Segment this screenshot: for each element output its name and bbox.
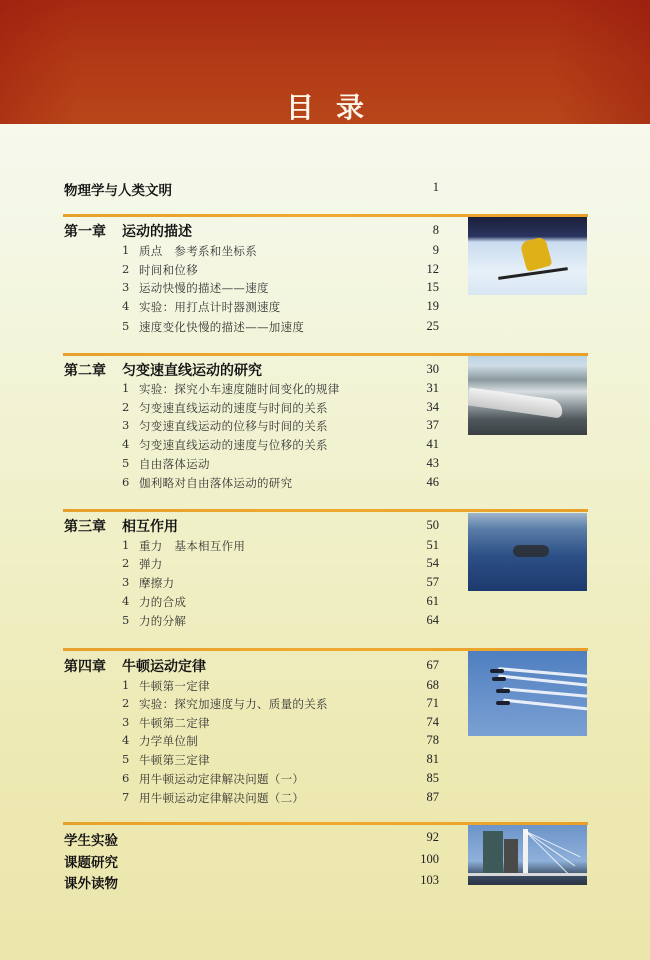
section-page: 54	[426, 556, 439, 570]
section-number: 5	[122, 613, 130, 627]
chapter-title: 牛顿运动定律	[122, 659, 206, 675]
chapter-divider	[63, 509, 588, 512]
toc-section[interactable]	[0, 243, 650, 263]
chapter-title: 匀变速直线运动的研究	[122, 363, 262, 379]
section-page: 19	[426, 299, 439, 313]
section-title: 弹力	[139, 557, 163, 571]
toc-section[interactable]	[0, 678, 650, 698]
toc-chapter-1[interactable]	[0, 221, 650, 241]
section-page: 15	[426, 280, 439, 294]
section-number: 6	[122, 475, 130, 489]
section-page: 57	[426, 575, 439, 589]
section-page: 9	[432, 243, 439, 257]
chapter-page: 30	[426, 362, 439, 376]
toc-section[interactable]	[0, 771, 650, 791]
toc-entry-intro[interactable]	[0, 179, 650, 199]
toc-entry-appendix[interactable]	[0, 829, 650, 849]
toc-section[interactable]	[0, 299, 650, 319]
section-title: 力的分解	[139, 614, 187, 628]
section-page: 41	[426, 437, 439, 451]
toc-section[interactable]	[0, 696, 650, 716]
section-page: 34	[426, 400, 439, 414]
chapter-page: 50	[426, 518, 439, 532]
section-page: 78	[426, 733, 439, 747]
chapter-title: 运动的描述	[122, 224, 192, 240]
section-page: 25	[426, 319, 439, 333]
entry-page: 100	[420, 852, 439, 866]
section-page: 31	[426, 381, 439, 395]
entry-page: 92	[426, 830, 439, 844]
section-number: 1	[122, 678, 130, 692]
entry-page: 1	[432, 180, 439, 194]
section-number: 3	[122, 418, 130, 432]
toc-section[interactable]	[0, 594, 650, 614]
header-banner	[0, 0, 650, 124]
section-number: 5	[122, 752, 130, 766]
section-number: 4	[122, 437, 130, 451]
section-title: 牛顿第二定律	[139, 716, 210, 730]
section-title: 伽利略对自由落体运动的研究	[139, 476, 293, 490]
section-number: 2	[122, 262, 130, 276]
toc-section[interactable]	[0, 790, 650, 810]
section-number: 5	[122, 456, 130, 470]
section-page: 37	[426, 418, 439, 432]
section-title: 牛顿第三定律	[139, 753, 210, 767]
section-title: 用牛顿运动定律解决问题（二）	[139, 791, 305, 805]
section-title: 时间和位移	[139, 263, 198, 277]
section-page: 43	[426, 456, 439, 470]
entry-title: 物理学与人类文明	[64, 183, 172, 199]
chapter-page: 67	[426, 658, 439, 672]
section-number: 7	[122, 790, 130, 804]
toc-section[interactable]	[0, 418, 650, 438]
toc-section[interactable]	[0, 752, 650, 772]
toc-section[interactable]	[0, 280, 650, 300]
chapter-page: 8	[432, 223, 439, 237]
toc-section[interactable]	[0, 400, 650, 420]
section-title: 运动快慢的描述——速度	[139, 281, 269, 295]
entry-title: 学生实验	[64, 833, 118, 849]
section-title: 用牛顿运动定律解决问题（一）	[139, 772, 305, 786]
section-number: 3	[122, 715, 130, 729]
section-number: 3	[122, 575, 130, 589]
section-number: 1	[122, 381, 130, 395]
toc-section[interactable]	[0, 319, 650, 339]
section-number: 4	[122, 594, 130, 608]
toc-section[interactable]	[0, 733, 650, 753]
section-number: 3	[122, 280, 130, 294]
chapter-label: 第四章	[64, 659, 106, 675]
section-page: 74	[426, 715, 439, 729]
section-number: 2	[122, 400, 130, 414]
section-number: 1	[122, 243, 130, 257]
section-title: 摩擦力	[139, 576, 175, 590]
toc-entry-appendix[interactable]	[0, 872, 650, 892]
entry-page: 103	[420, 873, 439, 887]
section-title: 重力 基本相互作用	[139, 539, 246, 553]
toc-section[interactable]	[0, 437, 650, 457]
section-title: 匀变速直线运动的速度与时间的关系	[139, 401, 328, 415]
chapter-title: 相互作用	[122, 519, 178, 535]
toc-chapter-4[interactable]	[0, 656, 650, 676]
page-title: 目录	[285, 91, 386, 124]
toc-section[interactable]	[0, 613, 650, 633]
section-page: 64	[426, 613, 439, 627]
section-number: 1	[122, 538, 130, 552]
section-title: 实验：用打点计时器测速度	[139, 300, 281, 314]
section-page: 71	[426, 696, 439, 710]
section-number: 4	[122, 299, 130, 313]
toc-section[interactable]	[0, 262, 650, 282]
chapter-label: 第一章	[64, 224, 106, 240]
section-page: 68	[426, 678, 439, 692]
section-page: 81	[426, 752, 439, 766]
toc-section[interactable]	[0, 575, 650, 595]
toc-section[interactable]	[0, 556, 650, 576]
toc-section[interactable]	[0, 381, 650, 401]
section-number: 4	[122, 733, 130, 747]
section-title: 实验：探究加速度与力、质量的关系	[139, 697, 328, 711]
section-page: 61	[426, 594, 439, 608]
section-page: 51	[426, 538, 439, 552]
section-title: 匀变速直线运动的速度与位移的关系	[139, 438, 328, 452]
section-title: 质点 参考系和坐标系	[139, 244, 257, 258]
section-title: 自由落体运动	[139, 457, 210, 471]
toc-section[interactable]	[0, 538, 650, 558]
chapter-label: 第二章	[64, 363, 106, 379]
section-title: 力学单位制	[139, 734, 198, 748]
section-title: 力的合成	[139, 595, 187, 609]
toc-section[interactable]	[0, 715, 650, 735]
entry-title: 课外读物	[64, 876, 118, 892]
chapter-label: 第三章	[64, 519, 106, 535]
section-page: 85	[426, 771, 439, 785]
entry-title: 课题研究	[64, 855, 118, 871]
section-title: 实验：探究小车速度随时间变化的规律	[139, 382, 340, 396]
section-number: 5	[122, 319, 130, 333]
toc-section[interactable]	[0, 456, 650, 476]
section-title: 速度变化快慢的描述——加速度	[139, 320, 305, 334]
section-number: 2	[122, 696, 130, 710]
toc-section[interactable]	[0, 475, 650, 495]
section-page: 12	[426, 262, 439, 276]
toc-chapter-2[interactable]	[0, 360, 650, 380]
toc-chapter-3[interactable]	[0, 516, 650, 536]
toc-entry-appendix[interactable]	[0, 851, 650, 871]
section-number: 6	[122, 771, 130, 785]
section-number: 2	[122, 556, 130, 570]
section-page: 87	[426, 790, 439, 804]
section-title: 匀变速直线运动的位移与时间的关系	[139, 419, 328, 433]
section-page: 46	[426, 475, 439, 489]
section-title: 牛顿第一定律	[139, 679, 210, 693]
